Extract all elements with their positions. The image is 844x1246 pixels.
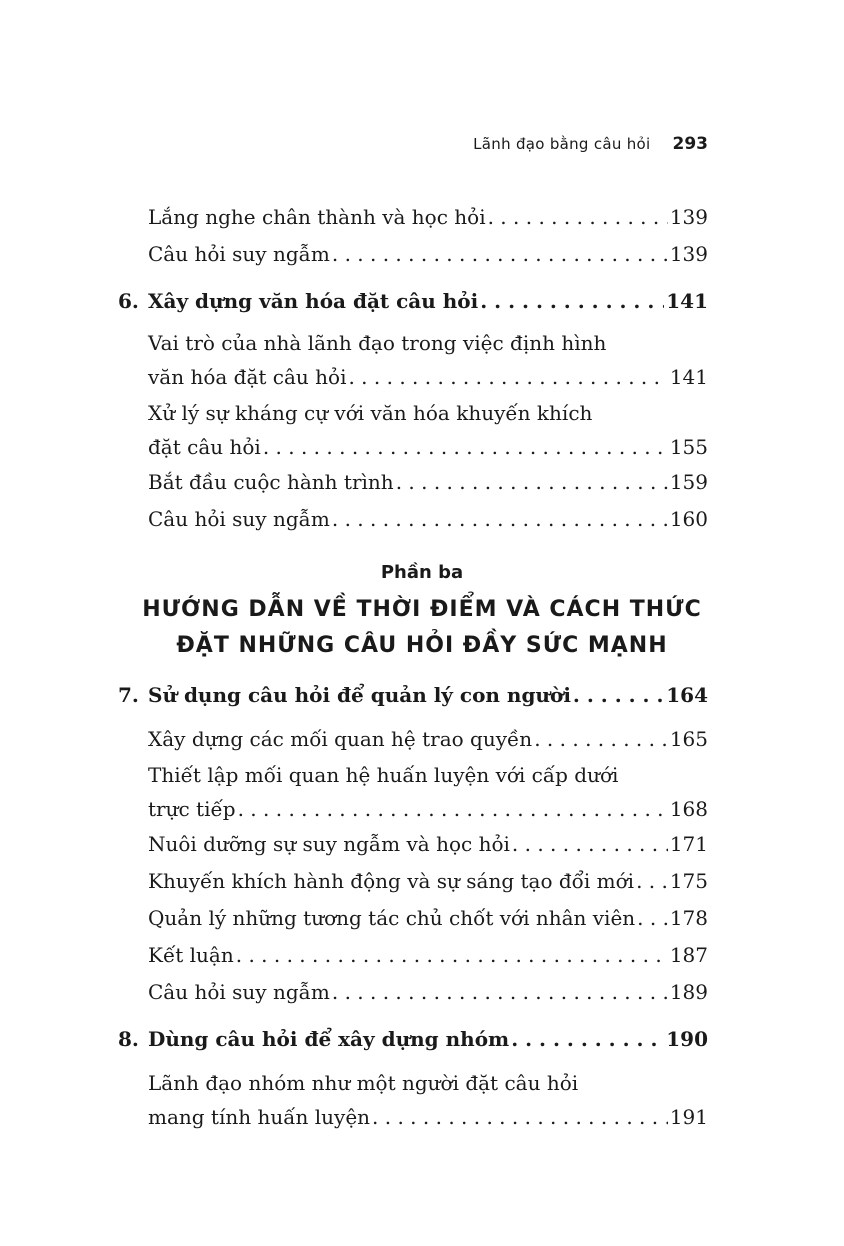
toc-entry[interactable]	[148, 465, 708, 499]
toc-entry-page: 165	[669, 727, 708, 751]
toc-entry[interactable]	[148, 326, 708, 394]
toc-entry[interactable]	[148, 502, 708, 536]
toc-entry[interactable]	[148, 901, 708, 935]
toc-entry-page: 189	[669, 980, 708, 1004]
toc-entry-page: 191	[669, 1105, 708, 1129]
toc-entry-title-line1: Thiết lập mối quan hệ huấn luyện với cấp dưới	[148, 763, 619, 787]
toc-entry[interactable]	[148, 237, 708, 271]
toc-entry[interactable]	[148, 938, 708, 972]
toc-entry-title: Khuyến khích hành động và sự sáng tạo đổi mới	[148, 869, 635, 893]
toc-entry-page: 178	[669, 906, 708, 930]
chapter-number: 7.	[118, 683, 139, 707]
toc-entry-title: văn hóa đặt câu hỏi	[148, 365, 347, 389]
toc-entry[interactable]	[148, 200, 708, 234]
chapter-number: 6.	[118, 289, 139, 313]
toc-entry-page: 175	[669, 869, 708, 893]
part-title	[0, 592, 844, 664]
toc-entry-title: Bắt đầu cuộc hành trình	[148, 470, 394, 494]
toc-chapter-8[interactable]	[118, 1022, 708, 1056]
running-header	[473, 134, 708, 154]
toc-entry[interactable]	[148, 975, 708, 1009]
toc-entry[interactable]	[148, 827, 708, 861]
part-title-line2: ĐẶT NHỮNG CÂU HỎI ĐẦY SỨC MẠNH	[176, 633, 668, 658]
toc-entry-page: 139	[669, 205, 708, 229]
toc-entry-title: Câu hỏi suy ngẫm	[148, 980, 330, 1004]
chapter-page: 164	[666, 683, 708, 707]
toc-entry-title: Lắng nghe chân thành và học hỏi	[148, 205, 486, 229]
toc-entry-page: 159	[669, 470, 708, 494]
toc-entry-title: trực tiếp	[148, 797, 236, 821]
toc-entry[interactable]	[148, 396, 708, 464]
chapter-page: 141	[666, 289, 708, 313]
toc-entry-page: 160	[669, 507, 708, 531]
chapter-title: Sử dụng câu hỏi để quản lý con người	[148, 683, 571, 707]
toc-entry[interactable]	[148, 722, 708, 756]
toc-entry-title: Xây dựng các mối quan hệ trao quyền	[148, 727, 533, 751]
page-number: 293	[672, 134, 708, 154]
toc-entry-title: Kết luận	[148, 943, 234, 967]
toc-entry-title: mang tính huấn luyện	[148, 1105, 371, 1129]
toc-entry[interactable]	[148, 758, 708, 826]
chapter-number: 8.	[118, 1027, 139, 1051]
toc-entry-page: 139	[669, 242, 708, 266]
toc-entry-page: 141	[669, 365, 708, 389]
part-title-line1: HƯỚNG DẪN VỀ THỜI ĐIỂM VÀ CÁCH THỨC	[142, 597, 702, 622]
toc-entry-page: 171	[669, 832, 708, 856]
toc-entry-title-line1: Vai trò của nhà lãnh đạo trong việc định hình	[148, 331, 607, 355]
toc-entry[interactable]	[148, 864, 708, 898]
toc-chapter-6[interactable]	[118, 284, 708, 318]
toc-entry-title-line1: Lãnh đạo nhóm như một người đặt câu hỏi	[148, 1071, 579, 1095]
toc-entry-page: 155	[669, 435, 708, 459]
chapter-title: Xây dựng văn hóa đặt câu hỏi	[148, 289, 479, 313]
chapter-title: Dùng câu hỏi để xây dựng nhóm	[148, 1027, 510, 1051]
toc-entry-title-line1: Xử lý sự kháng cự với văn hóa khuyến khích	[148, 401, 593, 425]
toc-entry-title: Câu hỏi suy ngẫm	[148, 507, 330, 531]
toc-chapter-7[interactable]	[118, 678, 708, 712]
chapter-page: 190	[666, 1027, 708, 1051]
toc-entry-title: Câu hỏi suy ngẫm	[148, 242, 330, 266]
toc-entry-page: 168	[669, 797, 708, 821]
part-label: Phần ba	[380, 562, 464, 583]
toc-entry[interactable]	[148, 1066, 708, 1134]
toc-entry-title: Quản lý những tương tác chủ chốt với nhân viên	[148, 906, 636, 930]
running-title: Lãnh đạo bằng câu hỏi	[473, 135, 651, 153]
toc-entry-title: đặt câu hỏi	[148, 435, 261, 459]
toc-entry-page: 187	[669, 943, 708, 967]
toc-entry-title: Nuôi dưỡng sự suy ngẫm và học hỏi	[148, 832, 510, 856]
